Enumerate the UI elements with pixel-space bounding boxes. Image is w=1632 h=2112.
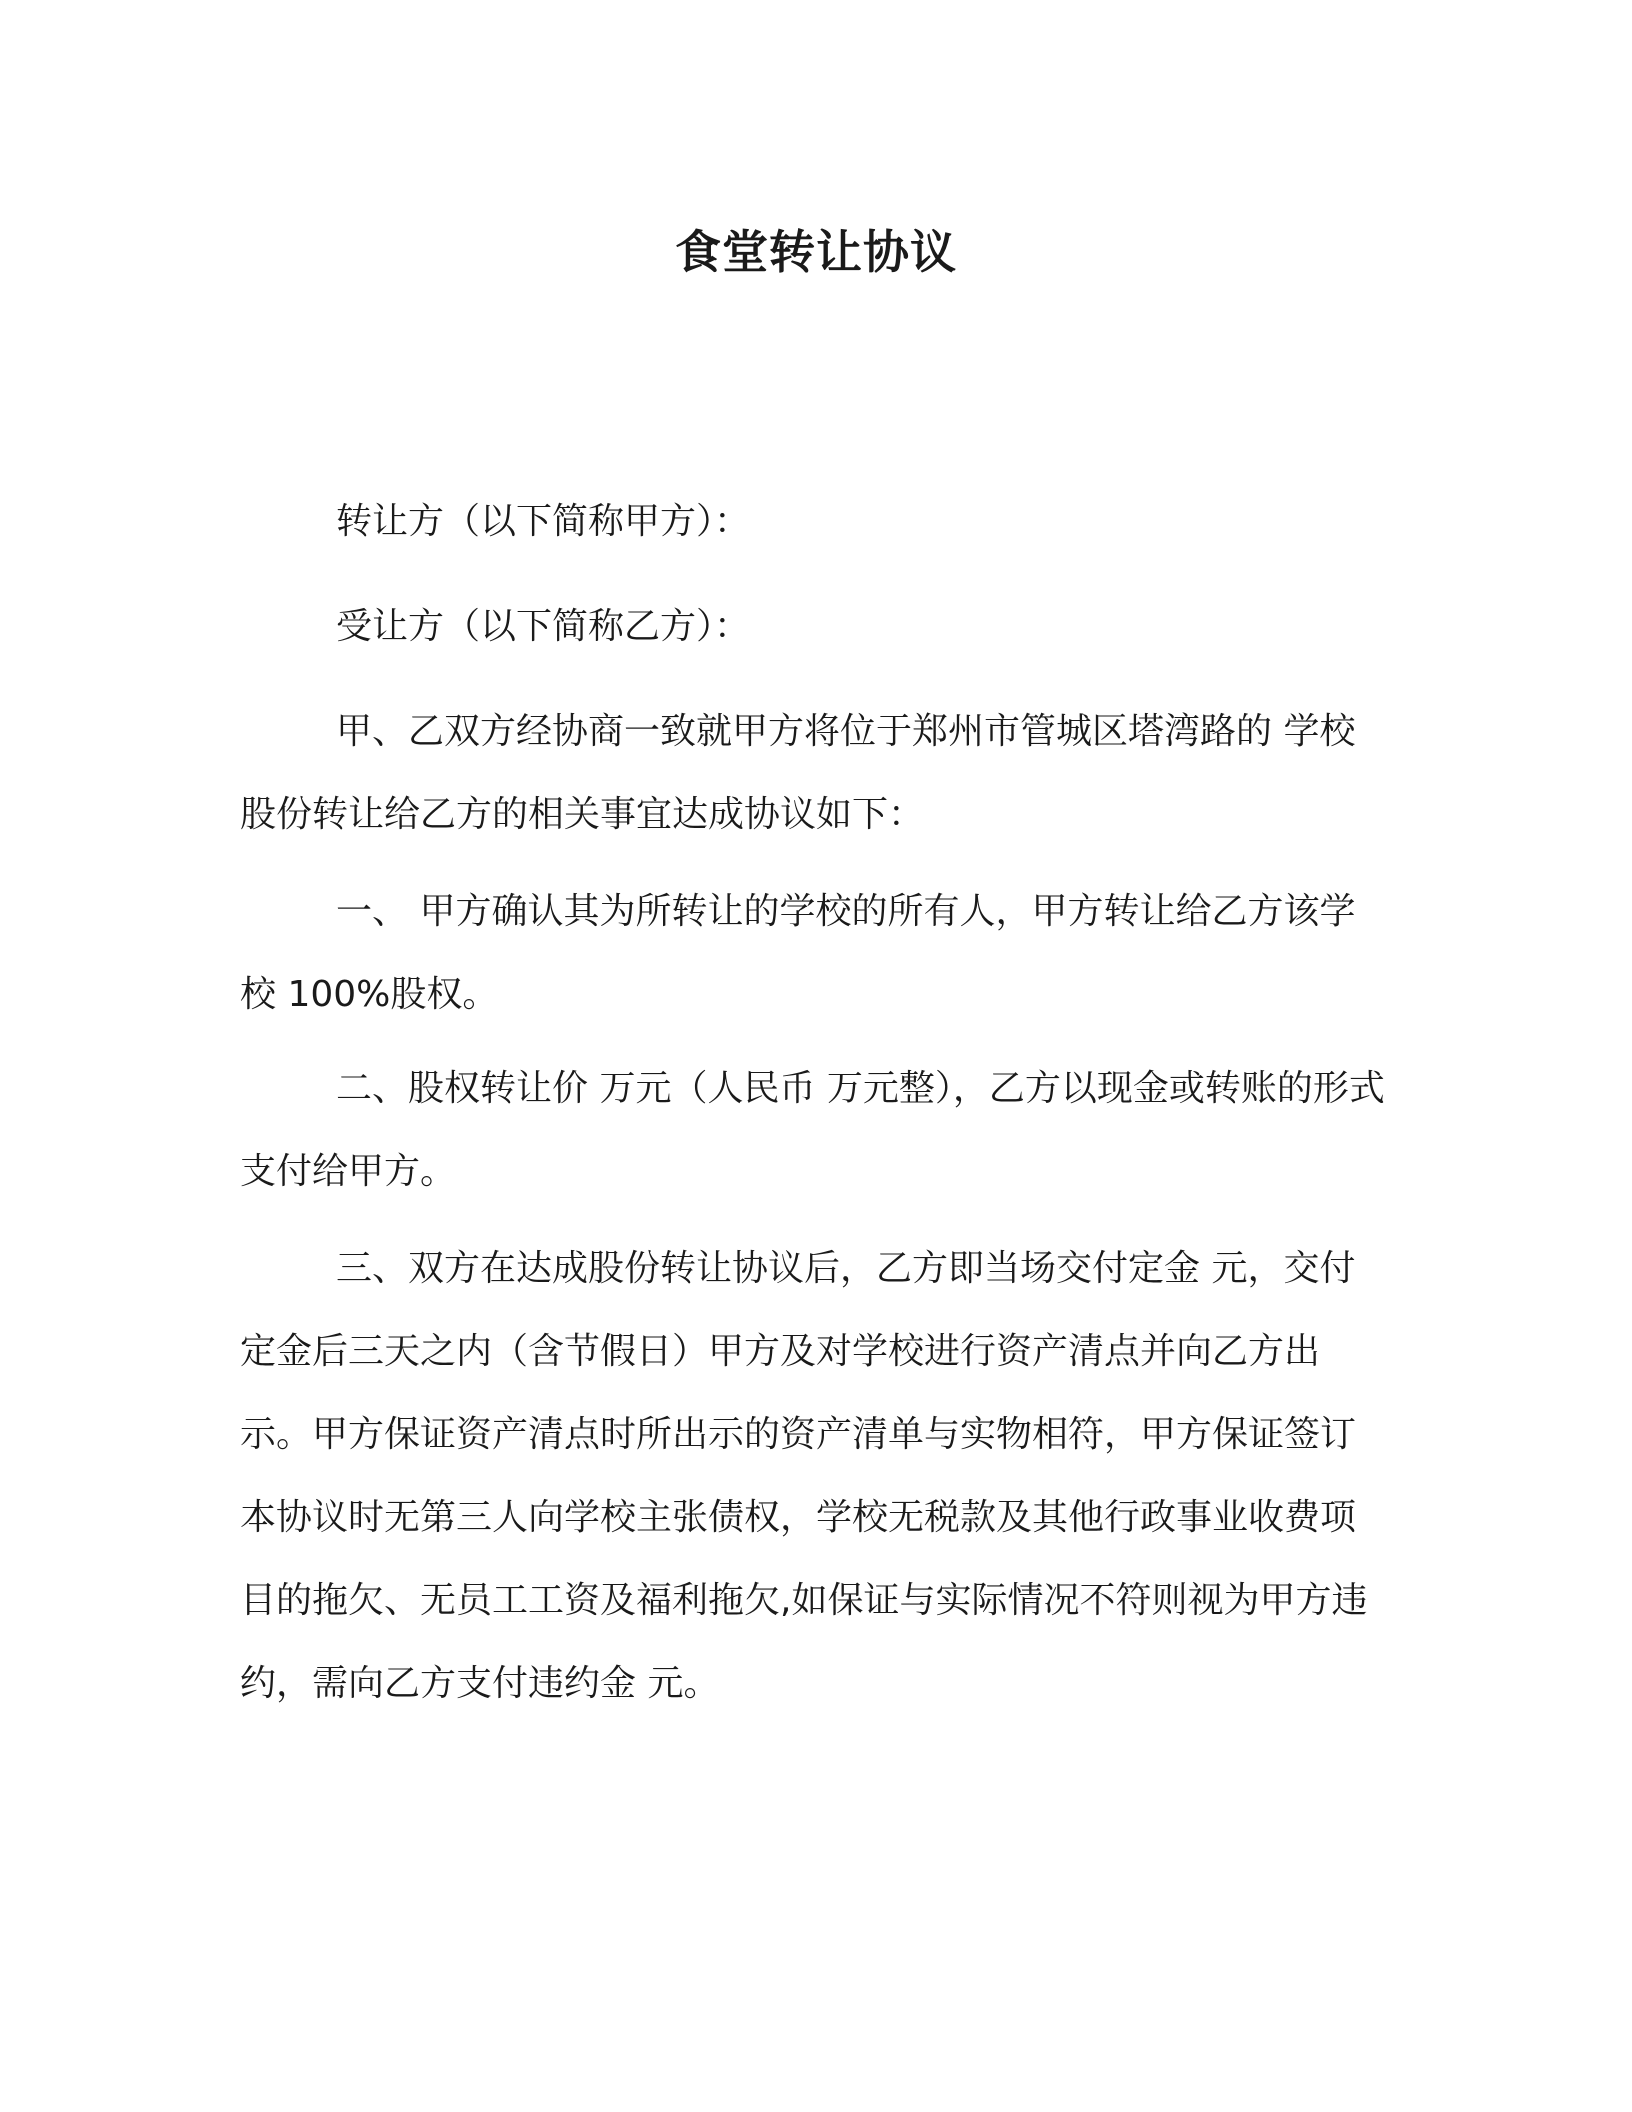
intro-paragraph: 甲、乙双方经协商一致就甲方将位于郑州市管城区塔湾路的 学校股份转让给乙方的相关事宜达成协议如下： bbox=[240, 711, 1356, 835]
document-title: 食堂转让协议 bbox=[675, 225, 957, 279]
clause-1: 一、 甲方确认其为所转让的学校的所有人，甲方转让给乙方该学校 100%股权。 bbox=[240, 891, 1356, 1015]
clause-3: 三、双方在达成股份转让协议后，乙方即当场交付定金 元，交付定金后三天之内（含节假日）甲方及对学校进行资产清点并向乙方出示。甲方保证资产清点时所出示的资产清单与实物相符，甲方保证签订本协议时无第三人向学校主张债权，学校无税款及其他行政事业收费项目的拖欠、无员工工资及福利拖欠,如保证与实际情况不符则视为甲方违约，需向乙方支付违约金 元。 bbox=[240, 1248, 1368, 1704]
party-b-line: 受让方（以下简称乙方）： bbox=[336, 606, 751, 647]
clause-2: 二、股权转让价 万元（人民币 万元整），乙方以现金或转账的形式支付给甲方。 bbox=[240, 1068, 1385, 1192]
party-a-line: 转让方（以下简称甲方）： bbox=[336, 501, 751, 542]
